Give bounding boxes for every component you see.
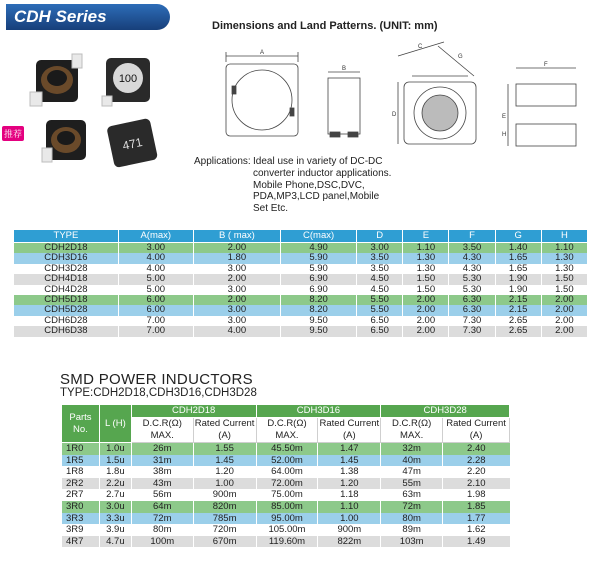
dim-col-header: C(max) xyxy=(281,230,357,243)
spec-cell: 1.98 xyxy=(443,489,510,501)
type-cell: CDH4D28 xyxy=(14,285,119,295)
dim-cell: 1.90 xyxy=(495,274,541,284)
dimensions-table xyxy=(13,229,588,337)
spec-cell: 2.7u xyxy=(99,489,131,501)
applications-label: Applications: xyxy=(194,156,251,167)
spec-cell: 64.00m xyxy=(256,466,318,478)
spec-cell: 2.10 xyxy=(443,478,510,490)
spec-cell: 3.9u xyxy=(99,524,131,536)
dim-cell: 2.00 xyxy=(541,316,587,326)
dim-cell: 5.50 xyxy=(357,295,403,305)
label-f: F xyxy=(544,62,548,68)
part-number-cell: 2R2 xyxy=(62,478,100,490)
product-photo xyxy=(20,52,190,180)
dim-cell: 7.30 xyxy=(449,316,495,326)
dim-cell: 6.00 xyxy=(118,295,193,305)
spec-cell: 1.77 xyxy=(443,513,510,525)
table-row xyxy=(62,455,510,467)
dim-cell: 2.00 xyxy=(193,295,280,305)
spec-cell: 1.10 xyxy=(318,501,381,513)
dim-cell: 8.20 xyxy=(281,305,357,315)
smd-type-line: TYPE:CDH2D18,CDH3D16,CDH3D28 xyxy=(60,387,257,399)
dim-cell: 2.00 xyxy=(403,326,449,336)
dimensions-title: Dimensions and Land Patterns. (UNIT: mm) xyxy=(212,20,438,32)
recommend-badge: 推荐 xyxy=(2,126,24,141)
spec-cell: 38m xyxy=(131,466,193,478)
spec-cell: 1.45 xyxy=(318,455,381,467)
dim-cell: 4.00 xyxy=(118,253,193,263)
spec-cell: 47m xyxy=(381,466,443,478)
spec-cell: 80m xyxy=(381,513,443,525)
dim-cell: 2.15 xyxy=(495,305,541,315)
label-d: D xyxy=(392,112,397,118)
dim-cell: 1.50 xyxy=(541,285,587,295)
label-a: A xyxy=(260,50,265,56)
dim-cell: 4.50 xyxy=(357,285,403,295)
dim-cell: 2.00 xyxy=(403,305,449,315)
spec-cell: 820m xyxy=(193,501,256,513)
label-b: B xyxy=(342,66,347,72)
dim-cell: 2.65 xyxy=(495,326,541,336)
table-row xyxy=(62,536,510,548)
applications-line: Ideal use in variety of DC-DC xyxy=(253,156,383,167)
spec-cell: 45.50m xyxy=(256,443,318,455)
spec-cell: 2.28 xyxy=(443,455,510,467)
part-number-cell: 1R8 xyxy=(62,466,100,478)
spec-cell: 72.00m xyxy=(256,478,318,490)
dim-cell: 8.20 xyxy=(281,295,357,305)
dim-cell: 1.30 xyxy=(541,253,587,263)
table-row xyxy=(14,264,588,274)
table-row xyxy=(62,478,510,490)
label-h: H xyxy=(502,132,507,138)
spec-cell: 85.00m xyxy=(256,501,318,513)
table-row xyxy=(62,501,510,513)
inductance-header: L (H) xyxy=(99,405,131,443)
spec-cell: 1.20 xyxy=(193,466,256,478)
spec-cell: 1.00 xyxy=(193,478,256,490)
type-cell: CDH3D28 xyxy=(14,264,119,274)
dim-col-header: H xyxy=(541,230,587,243)
table-row xyxy=(14,274,588,284)
dim-cell: 2.00 xyxy=(541,326,587,336)
dim-col-header: D xyxy=(357,230,403,243)
dim-cell: 9.50 xyxy=(281,316,357,326)
dim-cell: 1.30 xyxy=(403,253,449,263)
dim-cell: 2.00 xyxy=(193,274,280,284)
dim-cell: 4.00 xyxy=(118,264,193,274)
spec-cell: 1.85 xyxy=(443,501,510,513)
spec-cell: 1.62 xyxy=(443,524,510,536)
dim-cell: 2.00 xyxy=(193,243,280,254)
smd-title: SMD POWER INDUCTORS xyxy=(60,371,253,388)
spec-cell: 785m xyxy=(193,513,256,525)
spec-cell: 1.0u xyxy=(99,443,131,455)
dim-cell: 3.50 xyxy=(357,253,403,263)
spec-cell: 2.2u xyxy=(99,478,131,490)
group-header-cdh2d18: CDH2D18 xyxy=(131,405,256,418)
type-cell: CDH5D28 xyxy=(14,305,119,315)
inductor-image-4 xyxy=(106,118,158,168)
spec-cell: 64m xyxy=(131,501,193,513)
dim-cell: 7.30 xyxy=(449,326,495,336)
dcr-header: D.C.R(Ω) MAX. xyxy=(131,418,193,443)
spec-cell: 2.40 xyxy=(443,443,510,455)
dim-cell: 5.30 xyxy=(449,274,495,284)
spec-cell: 1.55 xyxy=(193,443,256,455)
spec-cell: 4.7u xyxy=(99,536,131,548)
spec-cell: 3.3u xyxy=(99,513,131,525)
dim-col-header: B ( max) xyxy=(193,230,280,243)
dim-col-header: TYPE xyxy=(14,230,119,243)
dim-cell: 1.30 xyxy=(541,264,587,274)
spec-cell: 63m xyxy=(381,489,443,501)
dim-cell: 2.00 xyxy=(541,295,587,305)
dim-cell: 2.00 xyxy=(541,305,587,315)
dim-cell: 5.90 xyxy=(281,253,357,263)
dim-cell: 2.00 xyxy=(403,295,449,305)
dim-cell: 4.90 xyxy=(281,243,357,254)
spec-cell: 105.00m xyxy=(256,524,318,536)
dim-cell: 5.50 xyxy=(357,305,403,315)
spec-cell: 55m xyxy=(381,478,443,490)
smd-table xyxy=(61,404,510,547)
dim-cell: 5.00 xyxy=(118,274,193,284)
part-number-cell: 3R3 xyxy=(62,513,100,525)
current-header: Rated Current (A) xyxy=(319,418,380,441)
spec-cell: 75.00m xyxy=(256,489,318,501)
table-row xyxy=(62,524,510,536)
dim-cell: 6.90 xyxy=(281,285,357,295)
dim-cell: 3.00 xyxy=(357,243,403,254)
dim-cell: 6.50 xyxy=(357,326,403,336)
dim-col-header: G xyxy=(495,230,541,243)
spec-cell: 40m xyxy=(381,455,443,467)
dim-cell: 3.00 xyxy=(193,285,280,295)
type-cell: CDH3D16 xyxy=(14,253,119,263)
spec-cell: 1.49 xyxy=(443,536,510,548)
part-number-cell: 2R7 xyxy=(62,489,100,501)
spec-cell: 31m xyxy=(131,455,193,467)
dim-cell: 4.50 xyxy=(357,274,403,284)
dim-cell: 1.50 xyxy=(541,274,587,284)
dim-cell: 7.00 xyxy=(118,326,193,336)
spec-cell: 72m xyxy=(381,501,443,513)
dim-col-header: E xyxy=(403,230,449,243)
dim-col-header: F xyxy=(449,230,495,243)
inductor-image-2 xyxy=(102,58,150,106)
dim-cell: 6.90 xyxy=(281,274,357,284)
current-header: Rated Current (A) xyxy=(194,418,255,441)
spec-cell: 80m xyxy=(131,524,193,536)
dim-cell: 1.65 xyxy=(495,264,541,274)
series-banner: CDH Series xyxy=(6,4,170,30)
table-row xyxy=(14,316,588,326)
group-header-cdh3d28: CDH3D28 xyxy=(381,405,510,418)
type-cell: CDH5D18 xyxy=(14,295,119,305)
spec-cell: 43m xyxy=(131,478,193,490)
type-cell: CDH6D38 xyxy=(14,326,119,336)
part-number-cell: 3R0 xyxy=(62,501,100,513)
inductor-marking-100: 100 xyxy=(118,73,138,85)
group-header-cdh3d16: CDH3D16 xyxy=(256,405,381,418)
spec-cell: 1.38 xyxy=(318,466,381,478)
label-g: G xyxy=(458,54,463,60)
spec-cell: 103m xyxy=(381,536,443,548)
spec-cell: 32m xyxy=(381,443,443,455)
spec-cell: 119.60m xyxy=(256,536,318,548)
dim-cell: 4.30 xyxy=(449,253,495,263)
dim-cell: 3.00 xyxy=(193,305,280,315)
table-row xyxy=(14,295,588,305)
spec-cell: 56m xyxy=(131,489,193,501)
dim-cell: 7.00 xyxy=(118,316,193,326)
applications-line: PDA,MP3,LCD panel,Mobile xyxy=(253,191,380,203)
type-cell: CDH2D18 xyxy=(14,243,119,254)
table-row xyxy=(14,305,588,315)
dim-cell: 3.00 xyxy=(193,264,280,274)
dim-cell: 1.80 xyxy=(193,253,280,263)
dim-cell: 6.50 xyxy=(357,316,403,326)
spec-cell: 1.8u xyxy=(99,466,131,478)
spec-cell: 900m xyxy=(318,524,381,536)
dim-cell: 3.00 xyxy=(118,243,193,254)
table-row xyxy=(62,466,510,478)
table-row xyxy=(14,285,588,295)
dcr-header: D.C.R(Ω) MAX. xyxy=(256,418,318,443)
dim-cell: 2.15 xyxy=(495,295,541,305)
dim-cell: 5.00 xyxy=(118,285,193,295)
dim-cell: 2.00 xyxy=(403,316,449,326)
part-number-cell: 1R0 xyxy=(62,443,100,455)
spec-cell: 1.00 xyxy=(318,513,381,525)
dimension-drawings xyxy=(212,36,596,154)
table-row xyxy=(14,253,588,263)
spec-cell: 95.00m xyxy=(256,513,318,525)
table-row xyxy=(62,513,510,525)
spec-cell: 1.18 xyxy=(318,489,381,501)
spec-cell: 89m xyxy=(381,524,443,536)
dim-cell: 1.10 xyxy=(403,243,449,254)
dim-cell: 3.50 xyxy=(449,243,495,254)
dim-cell: 1.40 xyxy=(495,243,541,254)
part-number-cell: 1R5 xyxy=(62,455,100,467)
table-row xyxy=(14,243,588,254)
inductor-image-1 xyxy=(30,54,82,106)
applications-line: Set Etc. xyxy=(253,203,289,215)
part-number-cell: 4R7 xyxy=(62,536,100,548)
part-number-cell: 3R9 xyxy=(62,524,100,536)
type-cell: CDH4D18 xyxy=(14,274,119,284)
dim-cell: 1.65 xyxy=(495,253,541,263)
current-header: Rated Current (A) xyxy=(443,418,510,443)
applications-line: Mobile Phone,DSC,DVC, xyxy=(253,179,365,191)
inductor-marking-471: 471 xyxy=(121,135,144,153)
spec-cell: 720m xyxy=(193,524,256,536)
spec-cell: 100m xyxy=(131,536,193,548)
table-row xyxy=(62,489,510,501)
inductor-image-3 xyxy=(42,120,86,162)
dim-cell: 5.90 xyxy=(281,264,357,274)
spec-cell: 3.0u xyxy=(99,501,131,513)
spec-cell: 52.00m xyxy=(256,455,318,467)
spec-cell: 1.47 xyxy=(318,443,381,455)
dim-cell: 6.30 xyxy=(449,305,495,315)
parts-no-header: Parts No. xyxy=(62,405,100,443)
table-row xyxy=(14,326,588,336)
table-row xyxy=(62,443,510,455)
dim-cell: 4.00 xyxy=(193,326,280,336)
dimensions-table-header xyxy=(14,230,588,243)
dim-cell: 3.50 xyxy=(357,264,403,274)
spec-cell: 1.20 xyxy=(318,478,381,490)
dim-cell: 9.50 xyxy=(281,326,357,336)
dim-cell: 5.30 xyxy=(449,285,495,295)
spec-cell: 2.20 xyxy=(443,466,510,478)
type-cell: CDH6D28 xyxy=(14,316,119,326)
dim-cell: 6.00 xyxy=(118,305,193,315)
dim-cell: 4.30 xyxy=(449,264,495,274)
dim-cell: 2.65 xyxy=(495,316,541,326)
label-c: C xyxy=(418,44,423,50)
spec-cell: 26m xyxy=(131,443,193,455)
spec-cell: 670m xyxy=(193,536,256,548)
dim-cell: 6.30 xyxy=(449,295,495,305)
spec-cell: 1.45 xyxy=(193,455,256,467)
dim-cell: 3.00 xyxy=(193,316,280,326)
applications-line: converter inductor applications. xyxy=(253,167,392,179)
label-e: E xyxy=(502,114,507,120)
dim-cell: 1.90 xyxy=(495,285,541,295)
spec-cell: 822m xyxy=(318,536,381,548)
spec-cell: 72m xyxy=(131,513,193,525)
dim-cell: 1.30 xyxy=(403,264,449,274)
dim-cell: 1.50 xyxy=(403,274,449,284)
dim-col-header: A(max) xyxy=(118,230,193,243)
dim-cell: 1.10 xyxy=(541,243,587,254)
dcr-header: D.C.R(Ω) MAX. xyxy=(381,418,443,443)
spec-cell: 1.5u xyxy=(99,455,131,467)
dim-cell: 1.50 xyxy=(403,285,449,295)
spec-cell: 900m xyxy=(193,489,256,501)
